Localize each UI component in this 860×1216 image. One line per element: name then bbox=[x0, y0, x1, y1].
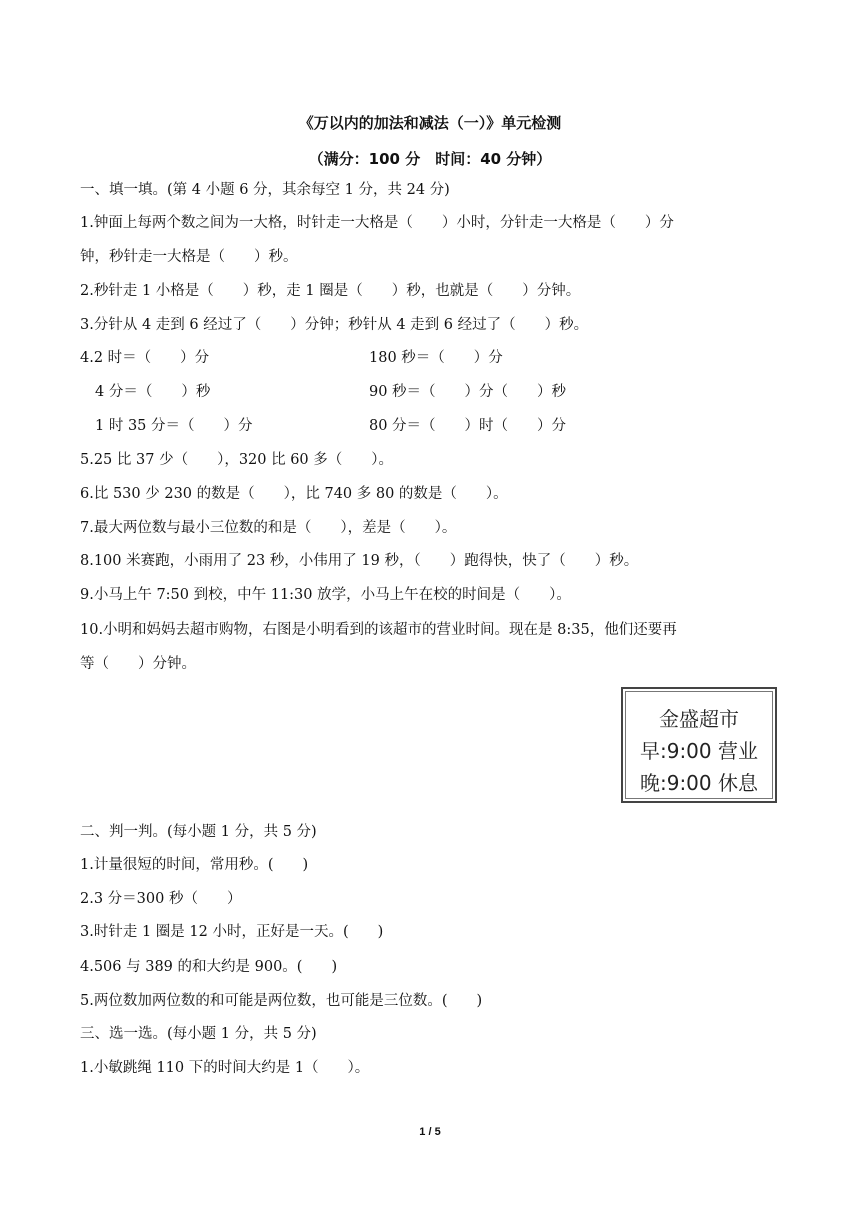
judge-question-4: 4.506 与 389 的和大约是 900。( ) bbox=[80, 959, 338, 975]
question-4-c: 4 分＝（ ）秒 bbox=[95, 384, 211, 400]
question-1-line1: 1.钟面上每两个数之间为一大格，时针走一大格是（ ）小时，分针走一大格是（ ）分 bbox=[80, 215, 674, 231]
question-10-line2: 等（ ）分钟。 bbox=[80, 656, 196, 672]
question-9: 9.小马上午 7:50 到校，中午 11:30 放学，小马上午在校的时间是（ ）。 bbox=[80, 587, 571, 603]
page-number: 1 / 5 bbox=[419, 1126, 441, 1138]
question-1-line2: 钟，秒针走一大格是（ ）秒。 bbox=[80, 249, 298, 265]
question-4-a: 4.2 时＝（ ）分 bbox=[80, 350, 210, 366]
question-4-e: 1 时 35 分＝（ ）分 bbox=[95, 418, 253, 434]
sign-closing-time: 晚:9:00 休息 bbox=[639, 771, 758, 795]
question-4-d: 90 秒＝（ ）分（ ）秒 bbox=[369, 384, 567, 400]
sign-store-name: 金盛超市 bbox=[659, 707, 739, 731]
sign-opening-time: 早:9:00 营业 bbox=[639, 739, 758, 763]
supermarket-hours-sign bbox=[621, 687, 777, 803]
question-5: 5.25 比 37 少（ ），320 比 60 多（ ）。 bbox=[80, 452, 394, 468]
judge-question-5: 5.两位数加两位数的和可能是两位数，也可能是三位数。( ) bbox=[80, 993, 483, 1009]
question-6: 6.比 530 少 230 的数是（ ），比 740 多 80 的数是（ ）。 bbox=[80, 486, 508, 502]
page-subtitle: （满分：100 分 时间：40 分钟） bbox=[308, 150, 552, 168]
question-8: 8.100 米赛跑，小雨用了 23 秒，小伟用了 19 秒，（ ）跑得快，快了（ ）秒。 bbox=[80, 553, 639, 569]
question-4-b: 180 秒＝（ ）分 bbox=[369, 350, 503, 366]
choice-question-1: 1.小敏跳绳 110 下的时间大约是 1（ ）。 bbox=[80, 1060, 370, 1076]
question-3: 3.分针从 4 走到 6 经过了（ ）分钟；秒针从 4 走到 6 经过了（ ）秒。 bbox=[80, 317, 589, 333]
question-10-line1: 10.小明和妈妈去超市购物，右图是小明看到的该超市的营业时间。现在是 8:35，他们还要再 bbox=[80, 622, 677, 638]
judge-question-3: 3.时针走 1 圈是 12 小时，正好是一天。( ) bbox=[80, 924, 384, 940]
question-7: 7.最大两位数与最小三位数的和是（ ），差是（ ）。 bbox=[80, 520, 457, 536]
judge-question-1: 1.计量很短的时间，常用秒。( ) bbox=[80, 857, 309, 873]
question-4-f: 80 分＝（ ）时（ ）分 bbox=[369, 418, 567, 434]
section2-heading: 二、判一判。(每小题 1 分，共 5 分) bbox=[80, 824, 317, 840]
page-title: 《万以内的加法和减法（一）》单元检测 bbox=[298, 114, 562, 132]
section1-heading: 一、填一填。(第 4 小题 6 分，其余每空 1 分，共 24 分) bbox=[80, 182, 450, 198]
section3-heading: 三、选一选。(每小题 1 分，共 5 分) bbox=[80, 1026, 317, 1042]
judge-question-2: 2.3 分＝300 秒（ ） bbox=[80, 891, 242, 907]
question-2: 2.秒针走 1 小格是（ ）秒，走 1 圈是（ ）秒，也就是（ ）分钟。 bbox=[80, 283, 581, 299]
